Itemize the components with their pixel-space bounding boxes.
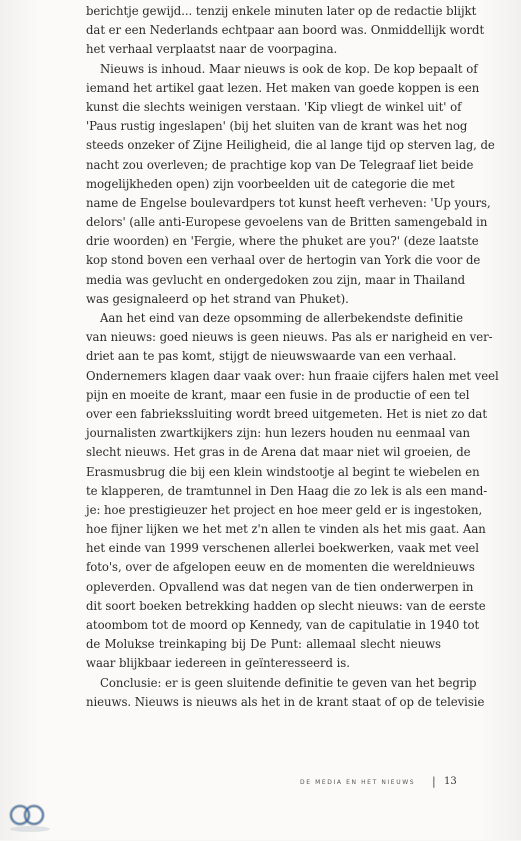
text-line: name de Engelse boulevardpers tot kunst heeft verheven: 'Up yours, [86,195,491,210]
text-line: nieuws. Nieuws is nieuws als het in de krant staat of op de televisie [86,694,485,709]
running-head: DE MEDIA EN HET NIEUWS [300,779,416,786]
text-line: de Molukse treinkaping bij De Punt: allemaal slecht nieuws [86,637,441,652]
text-line: het verhaal verplaatst naar de voorpagina. [86,42,338,57]
footer-separator: | [432,775,436,788]
text-line: nacht zou overleven; de prachtige kop van De Telegraaf liet beide [86,157,474,172]
bol-com-logo-icon [4,785,60,837]
text-line: atoombom tot de moord op Kennedy, van de capitulatie in 1940 tot [86,618,480,632]
text-line: dat er een Nederlands echtpaar aan boord was. Onmiddellijk wordt [86,23,485,38]
page-footer [300,776,460,790]
text-line: slecht nieuws. Het gras in de Arena dat maar niet wil groeien, de [86,445,471,460]
text-line: Conclusie: er is geen sluitende definitie te geven van het begrip [100,675,477,690]
text-line: het einde van 1999 verschenen allerlei boekwerken, vaak met veel [86,541,479,556]
text-line: driet aan te pas komt, stijgt de nieuwswaarde van een verhaal. [86,349,457,364]
text-line: je: hoe prestigieuzer het project en hoe meer geld er is ingestoken, [86,502,483,517]
text-line: dit soort boeken betrekking hadden op slecht nieuws: van de eerste [86,598,486,613]
text-line: was gesignaleerd op het strand van Phuket). [86,291,349,306]
text-line: pijn en moeite de krant, maar een fusie in de productie of een tel [86,387,470,402]
text-line: kunst die slechts weinigen verstaan. 'Kip vliegt de winkel uit' of [86,99,462,114]
text-line: Ondernemers klagen daar vaak over: hun fraaie cijfers halen met veel [86,368,499,383]
text-line: van nieuws: goed nieuws is geen nieuws. Pas als er narigheid en ver- [86,330,493,345]
text-line: mogelijkheden open) zijn voorbeelden uit de categorie die met [86,176,455,191]
text-line: berichtje gewijd... tenzij enkele minuten later op de redactie blijkt [86,4,477,18]
text-line: delors' (alle anti-Europese gevoelens van de Britten samengebald in [86,215,488,230]
text-line: Aan het eind van deze opsomming de allerbekendste definitie [100,311,463,325]
text-line: journalisten zwartkijkers zijn: hun lezers houden nu eenmaal van [86,426,471,441]
text-line: te klapperen, de tramtunnel in Den Haag die zo lek is als een mand- [86,483,488,498]
text-line: over een fabriekssluiting wordt breed uitgemeten. Het is niet zo dat [86,406,487,421]
text-line: 'Paus rustig ingeslapen' (bij het sluiten van de krant was het nog [86,119,468,134]
text-line: iemand het artikel gaat lezen. Het maken van goede koppen is een [86,80,480,95]
text-line: drie woorden) en 'Fergie, where the phuket are you?' (deze laatste [86,234,479,249]
text-line: kop stond boven een verhaal over de hertogin van York die voor de [86,253,481,268]
text-line: foto's, over de afgelopen eeuw en de momenten die wereldnieuws [86,560,475,575]
text-line: steeds onzeker of Zijne Heiligheid, die al lange tijd op sterven lag, de [86,138,495,153]
text-line: Erasmusbrug die bij een klein windstootje al begint te wiebelen en [86,464,480,479]
text-line: Nieuws is inhoud. Maar nieuws is ook de kop. De kop bepaalt of [100,61,478,76]
body-text [86,2,499,712]
text-line: media was gevlucht en ondergedoken zou zijn, maar in Thailand [86,272,466,287]
page-number: 13 [444,776,457,787]
text-line: hoe fijner lijken we het met z'n allen te vinden als het mis gaat. Aan [86,522,486,537]
text-line: waar blijkbaar iedereen in geïnteresseerd is. [86,656,350,671]
text-line: opleverden. Opvallend was dat negen van de tien onderwerpen in [86,579,474,594]
